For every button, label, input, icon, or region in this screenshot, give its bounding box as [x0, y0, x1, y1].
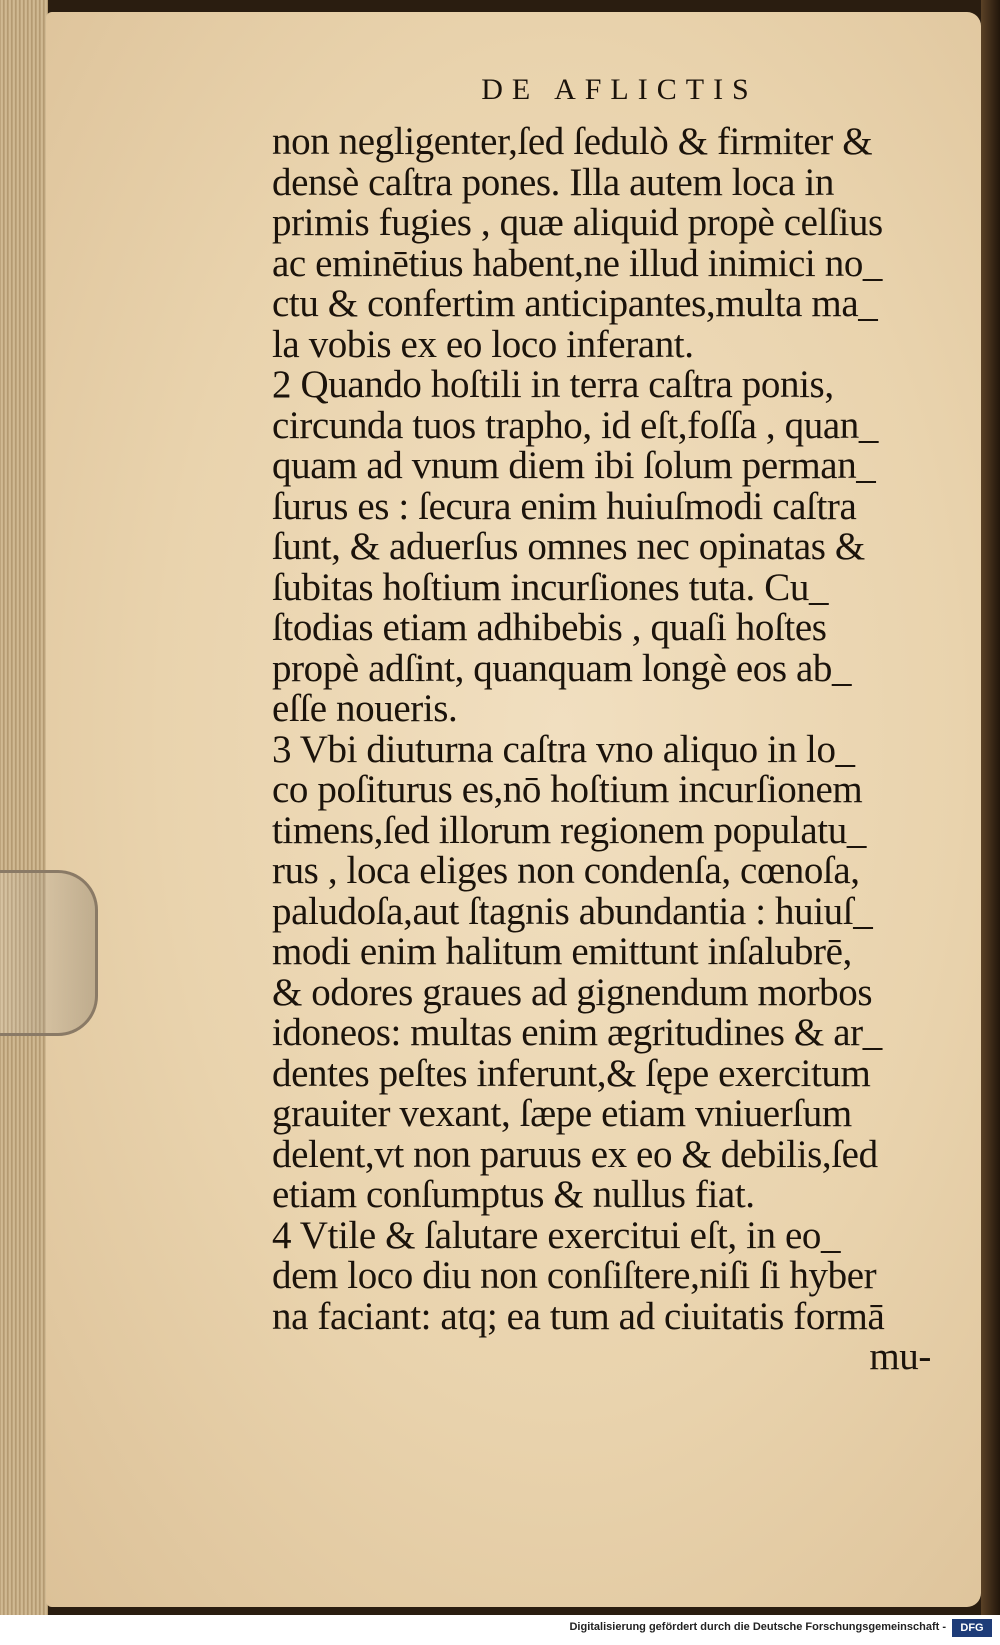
text-line: dentes peſtes inferunt,& ſępe exercitum [272, 1051, 871, 1095]
text-line: ſubitas hoſtium incurſiones tuta. Cu_ [272, 565, 829, 609]
text-line: 2 Quando hoſtili in terra caſtra ponis, [272, 363, 834, 406]
text-line: eſſe noueris. [272, 687, 458, 730]
text-line: na faciant: atq; ea tum ad ciuitatis formā [272, 1294, 885, 1338]
text-line: primis fugies , quæ aliquid propè celſius [272, 201, 883, 244]
text-line: 3 Vbi diuturna caſtra vno aliquo in lo_ [272, 727, 855, 771]
text-line: la vobis ex eo loco inferant. [272, 322, 694, 366]
text-line: 4 Vtile & ſalutare exercitui eſt, in eo_ [272, 1213, 841, 1257]
text-line: modi enim halitum emittunt inſalubrē, [272, 930, 852, 973]
text-line: ſurus es : ſecura enim huiuſmodi caſtra [272, 484, 857, 528]
text-line: dem loco diu non conſiſtere,niſi ſi hyber [272, 1254, 877, 1297]
text-lines [272, 122, 937, 1337]
text-line: circunda tuos trapho, id eſt,foſſa , quan_ [272, 403, 878, 447]
text-line: & odores graues ad gignendum morbos [272, 970, 873, 1014]
catchword: mu- [869, 1335, 931, 1378]
page-clip [0, 870, 98, 1036]
running-head: DE AFLICTIS [481, 73, 758, 106]
text-line: co poſiturus es,nō hoſtium incurſionem [272, 768, 863, 811]
text-line: delent,vt non paruus ex eo & debilis,ſed [272, 1132, 878, 1176]
page-text [272, 70, 937, 1378]
footer-bar [0, 1615, 1000, 1645]
text-line: densè caſtra pones. Illa autem loca in [272, 160, 834, 204]
text-line: non negligenter,ſed ſedulò & firmiter & [272, 120, 873, 163]
text-line: paludoſa,aut ſtagnis abundantia : huiuſ_ [272, 889, 873, 933]
text-line: quam ad vnum diem ibi ſolum perman_ [272, 444, 876, 487]
text-line: rus , loca eliges non condenſa, cœnoſa, [272, 849, 860, 892]
stacked-page-edges [0, 0, 48, 1615]
text-line: propè adſint, quanquam longè eos ab_ [272, 646, 852, 690]
text-line: timens,ſed illorum regionem populatu_ [272, 808, 866, 852]
text-line: ac eminētius habent,ne illud inimici no_ [272, 241, 883, 285]
dfg-logo: DFG [952, 1619, 992, 1637]
text-line: idoneos: multas enim ægritudines & ar_ [272, 1011, 882, 1054]
footer-credit: Digitalisierung gefördert durch die Deutsche Forschungsgemeinschaft - [569, 1621, 946, 1633]
binding-shadow [981, 0, 1000, 1615]
text-line: etiam conſumptus & nullus fiat. [272, 1173, 755, 1216]
text-line: ſunt, & aduerſus omnes nec opinatas & [272, 525, 865, 568]
text-line: ſtodias etiam adhibebis , quaſi hoſtes [272, 606, 827, 649]
text-line: ctu & confertim anticipantes,multa ma_ [272, 282, 878, 325]
text-line: grauiter vexant, ſæpe etiam vniuerſum [272, 1092, 852, 1135]
